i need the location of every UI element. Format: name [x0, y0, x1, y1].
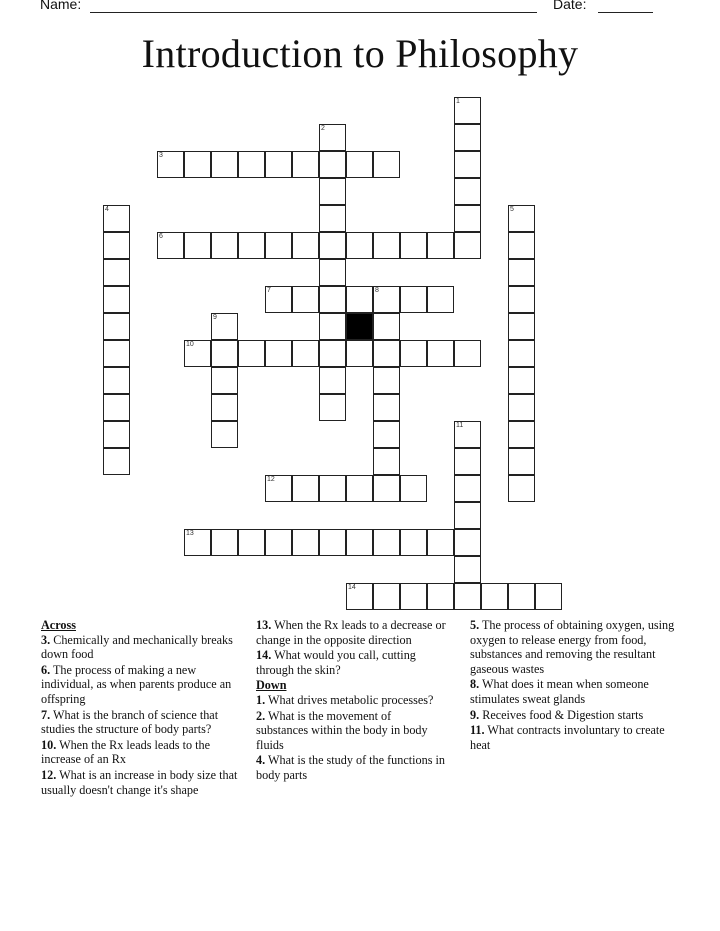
- cell-number: 5: [510, 206, 514, 213]
- grid-cell[interactable]: [211, 151, 238, 178]
- grid-cell[interactable]: [319, 205, 346, 232]
- clue-across-6: [41, 663, 241, 707]
- grid-cell[interactable]: [454, 151, 481, 178]
- name-label: Name:: [40, 0, 82, 12]
- clue-down-5: [470, 618, 680, 676]
- grid-cell[interactable]: [508, 313, 535, 340]
- cell-number: 10: [186, 341, 194, 348]
- grid-cell[interactable]: [103, 286, 130, 313]
- grid-cell[interactable]: [103, 421, 130, 448]
- grid-cell[interactable]: [427, 232, 454, 259]
- grid-cell[interactable]: [508, 475, 535, 502]
- grid-cell[interactable]: [373, 394, 400, 421]
- clue-down-9: [470, 708, 680, 723]
- grid-cell[interactable]: [211, 421, 238, 448]
- clue-text: What is an increase in body size that usually doesn't change it's shape: [41, 767, 238, 797]
- grid-cell[interactable]: [238, 151, 265, 178]
- cell-number: 2: [321, 125, 325, 132]
- grid-cell[interactable]: [265, 529, 292, 556]
- grid-cell[interactable]: [346, 475, 373, 502]
- grid-cell[interactable]: [508, 205, 535, 232]
- grid-cell[interactable]: [373, 475, 400, 502]
- grid-cell[interactable]: [319, 178, 346, 205]
- grid-cell[interactable]: [346, 286, 373, 313]
- grid-cell[interactable]: [211, 529, 238, 556]
- grid-cell[interactable]: [265, 151, 292, 178]
- clue-text: What is the study of the functions in body parts: [256, 753, 445, 782]
- clue-text: What is the movement of substances within the body in body fluids: [256, 708, 428, 752]
- grid-cell[interactable]: [319, 529, 346, 556]
- clue-text: Chemically and mechanically breaks down food: [41, 632, 233, 662]
- cell-number: 3: [159, 152, 163, 159]
- grid-cell[interactable]: [454, 124, 481, 151]
- clue-number: 3.: [41, 632, 51, 647]
- grid-cell[interactable]: [103, 313, 130, 340]
- grid-cell[interactable]: [373, 232, 400, 259]
- grid-cell[interactable]: [319, 367, 346, 394]
- grid-cell[interactable]: [373, 313, 400, 340]
- cell-number: 14: [348, 584, 356, 591]
- clue-number: 11.: [470, 723, 485, 738]
- grid-cell[interactable]: [508, 259, 535, 286]
- grid-cell[interactable]: [373, 448, 400, 475]
- clue-across-12: [41, 768, 241, 797]
- grid-cell[interactable]: [319, 340, 346, 367]
- cell-number: 8: [375, 287, 379, 294]
- clue-number: 14.: [256, 648, 272, 663]
- clue-number: 6.: [41, 662, 51, 677]
- date-label: Date:: [553, 0, 587, 12]
- grid-cell[interactable]: [265, 475, 292, 502]
- grid-cell[interactable]: [184, 232, 211, 259]
- grid-cell[interactable]: [427, 340, 454, 367]
- grid-cell[interactable]: [400, 475, 427, 502]
- grid-cell[interactable]: [319, 124, 346, 151]
- grid-cell[interactable]: [454, 502, 481, 529]
- grid-cell[interactable]: [400, 340, 427, 367]
- grid-cell[interactable]: [373, 151, 400, 178]
- grid-cell[interactable]: [346, 232, 373, 259]
- clue-down-8: [470, 677, 680, 706]
- cell-number: 11: [456, 422, 464, 429]
- cell-number: 12: [267, 476, 275, 483]
- clue-down-11: [470, 723, 680, 752]
- grid-cell[interactable]: [400, 232, 427, 259]
- clue-text: What does it mean when someone stimulates sweat glands: [470, 677, 649, 706]
- clue-text: The process of obtaining oxygen, using oxygen to release energy from food, substances and removing the resultant gaseous wastes: [470, 618, 675, 676]
- grid-cell[interactable]: [211, 367, 238, 394]
- grid-cell[interactable]: [508, 232, 535, 259]
- grid-cell[interactable]: [319, 259, 346, 286]
- grid-cell[interactable]: [454, 556, 481, 583]
- grid-cell[interactable]: [238, 340, 265, 367]
- grid-cell[interactable]: [103, 448, 130, 475]
- clue-text: What is the branch of science that studies the structure of body parts?: [41, 707, 219, 737]
- grid-cell[interactable]: [346, 340, 373, 367]
- clue-across-10: [41, 738, 241, 767]
- grid-cell[interactable]: [454, 340, 481, 367]
- clue-text: Receives food & Digestion starts: [482, 707, 644, 722]
- grid-cell[interactable]: [508, 583, 535, 610]
- grid-cell[interactable]: [373, 583, 400, 610]
- grid-cell[interactable]: [103, 367, 130, 394]
- clue-number: 7.: [41, 707, 51, 722]
- clue-text: What contracts involuntary to create heat: [470, 723, 665, 752]
- grid-cell[interactable]: [346, 151, 373, 178]
- clue-text: When the Rx leads leads to the increase of an Rx: [41, 737, 211, 767]
- grid-cell[interactable]: [157, 151, 184, 178]
- grid-cell[interactable]: [508, 286, 535, 313]
- grid-cell[interactable]: [292, 151, 319, 178]
- grid-cell[interactable]: [319, 475, 346, 502]
- clue-down-2: [256, 709, 446, 753]
- clue-down-1: [256, 693, 446, 708]
- grid-cell[interactable]: [238, 232, 265, 259]
- grid-cell[interactable]: [103, 205, 130, 232]
- grid-cell[interactable]: [211, 340, 238, 367]
- grid-cell[interactable]: [454, 205, 481, 232]
- grid-cell[interactable]: [184, 529, 211, 556]
- grid-cell[interactable]: [157, 232, 184, 259]
- grid-cell[interactable]: [454, 475, 481, 502]
- clue-down-4: [256, 753, 446, 782]
- clue-text: What drives metabolic processes?: [267, 692, 434, 707]
- clue-text: The process of making a new individual, as when parents produce an offspring: [41, 662, 232, 706]
- clue-across-14: [256, 648, 446, 677]
- grid-cell[interactable]: [454, 178, 481, 205]
- clue-number: 5.: [470, 618, 480, 632]
- grid-cell[interactable]: [103, 394, 130, 421]
- grid-cell[interactable]: [400, 583, 427, 610]
- grid-cell[interactable]: [373, 286, 400, 313]
- grid-cell[interactable]: [346, 529, 373, 556]
- grid-cell[interactable]: [211, 232, 238, 259]
- grid-cell[interactable]: [211, 394, 238, 421]
- grid-cell[interactable]: [454, 583, 481, 610]
- grid-cell[interactable]: [292, 475, 319, 502]
- grid-cell[interactable]: [535, 583, 562, 610]
- grid-cell[interactable]: [265, 232, 292, 259]
- clues-column-2: [256, 618, 446, 784]
- grid-cell[interactable]: [373, 421, 400, 448]
- grid-cell[interactable]: [508, 367, 535, 394]
- grid-cell[interactable]: [508, 421, 535, 448]
- grid-cell[interactable]: [211, 313, 238, 340]
- clue-text: When the Rx leads to a decrease or change in the opposite direction: [256, 618, 446, 647]
- grid-cell[interactable]: [184, 151, 211, 178]
- clue-text: What would you call, cutting through the skin?: [256, 648, 416, 677]
- cell-number: 9: [213, 314, 217, 321]
- grid-cell[interactable]: [292, 529, 319, 556]
- clue-number: 10.: [41, 737, 57, 752]
- clue-across-7: [41, 708, 241, 737]
- grid-cell[interactable]: [319, 151, 346, 178]
- grid-cell[interactable]: [292, 232, 319, 259]
- grid-cell[interactable]: [427, 286, 454, 313]
- grid-cell[interactable]: [238, 529, 265, 556]
- grid-cell[interactable]: [508, 448, 535, 475]
- cell-number: 7: [267, 287, 271, 294]
- clue-number: 9.: [470, 707, 480, 722]
- black-square: [346, 313, 373, 340]
- grid-cell[interactable]: [427, 583, 454, 610]
- grid-cell[interactable]: [319, 313, 346, 340]
- grid-cell[interactable]: [319, 286, 346, 313]
- down-heading: Down: [256, 678, 287, 693]
- grid-cell[interactable]: [373, 367, 400, 394]
- cell-number: 6: [159, 233, 163, 240]
- cell-number: 1: [456, 98, 460, 105]
- grid-cell[interactable]: [319, 232, 346, 259]
- cell-number: 13: [186, 530, 194, 537]
- grid-cell[interactable]: [373, 529, 400, 556]
- grid-cell[interactable]: [319, 394, 346, 421]
- clue-number: 2.: [256, 708, 266, 723]
- grid-cell[interactable]: [373, 340, 400, 367]
- grid-cell[interactable]: [454, 232, 481, 259]
- clue-across-3: [41, 633, 241, 662]
- grid-cell[interactable]: [481, 583, 508, 610]
- page-title: Introduction to Philosophy: [141, 31, 579, 76]
- grid-cell[interactable]: [292, 340, 319, 367]
- grid-cell[interactable]: [454, 529, 481, 556]
- grid-cell[interactable]: [454, 421, 481, 448]
- grid-cell[interactable]: [427, 529, 454, 556]
- grid-cell[interactable]: [400, 286, 427, 313]
- grid-cell[interactable]: [292, 286, 319, 313]
- grid-cell[interactable]: [454, 448, 481, 475]
- clue-number: 13.: [256, 618, 272, 632]
- grid-cell[interactable]: [103, 340, 130, 367]
- cell-number: 4: [105, 206, 109, 213]
- across-heading: Across: [41, 618, 76, 632]
- grid-cell[interactable]: [346, 583, 373, 610]
- grid-cell[interactable]: [184, 340, 211, 367]
- grid-cell[interactable]: [265, 286, 292, 313]
- grid-cell[interactable]: [103, 232, 130, 259]
- clues-column-3: [470, 618, 680, 753]
- grid-cell[interactable]: [508, 340, 535, 367]
- clues-column-1: [41, 618, 241, 798]
- grid-cell[interactable]: [103, 259, 130, 286]
- clue-number: 4.: [256, 753, 266, 768]
- grid-cell[interactable]: [454, 97, 481, 124]
- clue-number: 8.: [470, 677, 480, 692]
- clue-number: 1.: [256, 692, 266, 707]
- clue-across-13: [256, 618, 446, 647]
- grid-cell[interactable]: [508, 394, 535, 421]
- grid-cell[interactable]: [265, 340, 292, 367]
- grid-cell[interactable]: [400, 529, 427, 556]
- clue-number: 12.: [41, 767, 57, 782]
